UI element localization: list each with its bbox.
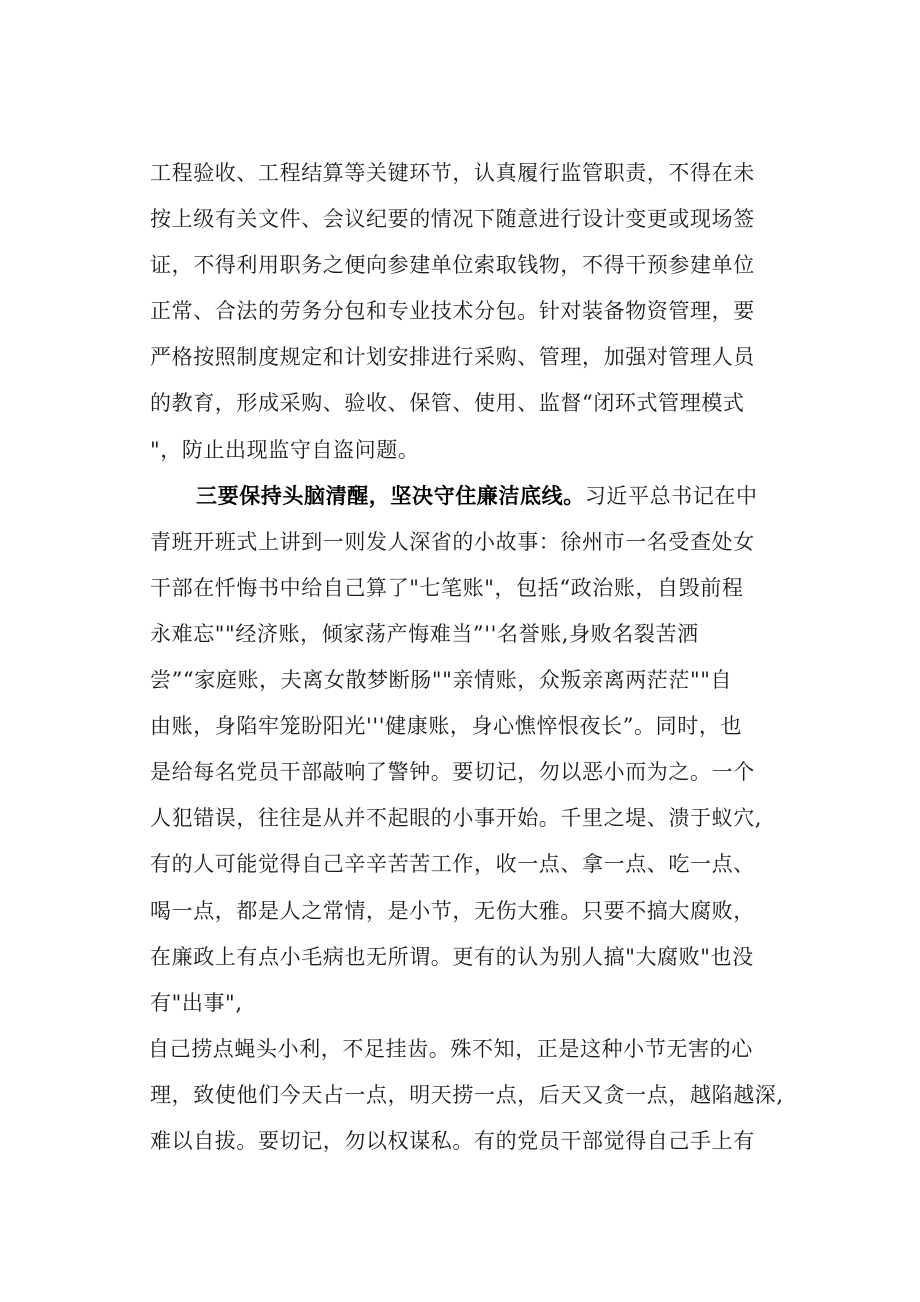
text-line: 正常、合法的劳务分包和专业技术分包。针对装备物资管理，要 — [150, 299, 755, 324]
paragraph-heading: 三要保持头脑清醒，坚决守住廉洁底线。 — [196, 482, 585, 508]
text-line: 有"出事", — [150, 990, 243, 1015]
text-line: 的教育，形成采购、验收、保管、使用、监督“闭环式管理模式 — [150, 391, 745, 416]
text-run: 习近平总书记在中 — [584, 483, 758, 508]
text-line: 喝一点，都是人之常情，是小节，无伤大雅。只要不搞大腐败， — [150, 898, 755, 923]
paragraph-first-line — [150, 473, 810, 519]
text-line: 自己捞点蝇头小利，不足挂齿。殊不知，正是这种小节无害的心 — [148, 1036, 753, 1061]
text-line: 按上级有关文件、会议纪要的情况下随意进行设计变更或现场签 — [150, 207, 755, 232]
text-line: "，防止出现监守自盗问题。 — [150, 437, 420, 462]
text-line: 是给每名党员干部敲响了警钟。要切记，勿以恶小而为之。一个 — [150, 760, 755, 785]
text-line: 青班开班式上讲到一则发人深省的小故事：徐州市一名受查处女 — [150, 529, 755, 554]
text-line: 严格按照制度规定和计划安排进行采购、管理，加强对管理人员 — [150, 345, 755, 370]
text-line: 证，不得利用职务之便向参建单位索取钱物，不得干预参建单位 — [150, 253, 755, 278]
text-line: 工程验收、工程结算等关键环节，认真履行监管职责，不得在未 — [150, 161, 755, 185]
text-line: 由账，身陷牢笼盼阳光'''健康账，身心憔悴恨夜长”。同时，也 — [150, 714, 743, 739]
text-line: 人犯错误，往往是从并不起眼的小事开始。千里之堤、溃于蚁穴, — [150, 806, 763, 831]
text-line: 在廉政上有点小毛病也无所谓。更有的认为别人搞"大腐败"也没 — [150, 944, 754, 969]
text-line: 尝”“家庭账，夫离女散梦断肠""亲情账，众叛亲离两茫茫""自 — [150, 668, 733, 693]
paragraph-1 — [150, 150, 810, 473]
paragraph-3 — [150, 1026, 810, 1164]
text-line: 永难忘""经济账，倾家荡产悔难当”''名誉账,身败名裂苦洒 — [150, 621, 699, 646]
text-line: 干部在忏悔书中给自己算了"七笔账"，包括“政治账，自毁前程 — [150, 575, 744, 600]
text-line: 有的人可能觉得自己辛辛苦苦工作，收一点、拿一点、吃一点、 — [150, 852, 755, 877]
document-body — [150, 150, 810, 1164]
text-line: 理，致使他们今天占一点，明天捞一点，后天又贪一点，越陷越深, — [150, 1082, 784, 1107]
text-line: 难以自拔。要切记，勿以权谋私。有的党员干部觉得自己手上有 — [150, 1128, 755, 1153]
paragraph-2 — [150, 473, 810, 1026]
